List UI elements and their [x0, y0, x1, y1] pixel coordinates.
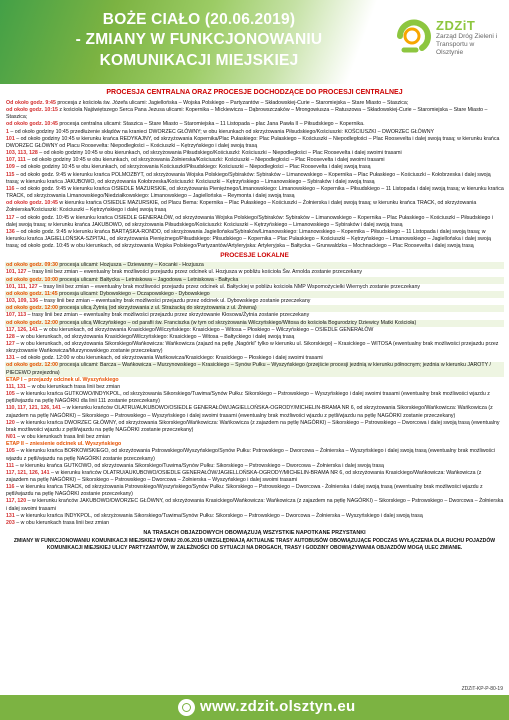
route-entry — [5, 520, 504, 527]
zdzit-logo — [392, 10, 502, 76]
entry-text: – od około godz. 9:45 w kierunku krańca POLMOZBYT, od skrzyżowania Wojska Polskiego/Sybiraków: Sybiraków – Limanowskiego – Kopernika – Plac Pułaskiego – Kościuszki – Kołobrzeska i dalej swoją trasą; w kierunku krańca JAKUBOWO, od skrzyżowania Kołobrzeska/Kościuszki: Kościuszki – Kętrzyńskiego – Limanowskiego – Sybiraków i dalej swoją trasą — [6, 171, 491, 185]
entry-label: 117, 121, 126, 141 — [6, 469, 50, 476]
route-entry — [5, 513, 504, 520]
stops-note: NA TRASACH OBJAZDOWYCH OBOWIĄZUJĄ WSZYSTKIE NAPOTKANE PRZYSTANKI — [143, 530, 366, 537]
title-line-3: KOMUNIKACJI MIEJSKIEJ — [99, 52, 299, 69]
entry-text: – od około godziny 10:45 w obu kierunkach, od skrzyżowania Piłsudskiego/Kościuszki: Kościuszki – Niepodległości – Plac Roosevelta i dalej swoimi trasami — [39, 150, 402, 157]
entry-text: – od około godziny 10:45 w kierunku krańca REDYKAJNY, od skrzyżowania Kopernika/Plac Pułaskiego: Plac Pułaskiego – Kościuszki – Niepodległości – Plac Roosevelta i dalej swoją trasą; w kierunku krańca DWORZEC GŁÓWNY od Placu Roosevelta: Niepodległości – Kościuszki – Kętrzyńskiego i dalej swoją trasą — [6, 135, 500, 149]
entry-label: 120 — [6, 419, 15, 426]
route-entry — [5, 448, 504, 462]
entry-label: 103, 109, 136 — [6, 298, 39, 305]
entry-text: – od około godz. 12:00 w obu kierunkach, od skrzyżowania Wańkowicza/Krasickiego: Krasickiego – Płoskiego i dalej swoimi trasami — [16, 355, 323, 362]
title-line-1: BOŻE CIAŁO (20.06.2019) — [102, 11, 296, 28]
route-entry — [5, 269, 504, 276]
entry-label: 117, 126, 141 — [6, 326, 38, 333]
route-entry — [5, 470, 504, 484]
entry-text: – w obu kierunkach, od skrzyżowania Krasickiego/Wilczyńskiego: Krasickiego – Witosa – Płoskiego – Wilczyńskiego – OSIEDLE GENERAŁÓW — [39, 326, 374, 333]
logo-mark-icon — [392, 14, 432, 58]
entry-label: 107, 113 — [6, 312, 27, 319]
entry-label: 116 — [6, 484, 15, 491]
entry-label: 101, 127 — [6, 269, 27, 276]
entry-label: 103, 113, 128 — [6, 150, 38, 157]
entry-label: 115 — [6, 171, 15, 178]
route-entry — [5, 377, 504, 384]
route-entry — [5, 277, 504, 284]
entry-text: w kierunku krańca OSIEDLE MAZURSKIE, od Placu Bema: Kopernika – Plac Pułaskiego – Kościuszki – Żołnierska i dalej swoją trasą; w kierunku krańca TRACK, od skrzyżowania Żołnierska/Kościuszki: Kościuszki – Kętrzyńskiego i dalej swoją trasą — [6, 200, 477, 214]
route-entry — [5, 355, 504, 362]
entry-label: od około godz. 12:00 — [6, 362, 58, 369]
route-entry — [5, 434, 504, 441]
header — [0, 0, 509, 84]
entry-text: procesja centralna ulicami: Staszica – Stare Miasto – Staromiejska – 11 Listopada – plac Jana Pawła II – Piłsudskiego – Kopernika. — [59, 121, 365, 128]
changes-note: ZMIANY W FUNKCJONOWANIU KOMUNIKACJI MIEJSKIEJ W DNIU 20.06.2019 UWZGLĘDNIAJĄ AKTUALNE TRASY AUTOBUSÓW OBOWIĄZUJĄCE PODCZAS WYŁĄCZENIA DLA RUCHU POJAZDÓW KOMUNIKACJI MIEJSKIEJ ULICY PARTYZANTÓW, W ZALEŻNOŚCI OD SYTUACJI NA DROGACH, TRASY I GODZINY OBOWIĄZYWANIA OBJAZDÓW MOGĄ ULEC ZMIANIE. — [13, 538, 496, 551]
entry-label: od około godz. 09:30 — [6, 262, 58, 269]
website-link[interactable]: www.zdzit.olsztyn.eu — [200, 698, 356, 715]
route-entry — [5, 384, 504, 391]
entry-label: 111 — [6, 462, 15, 469]
entry-label: 107, 111 — [6, 157, 26, 164]
entry-text: – w obu kierunkach, od skrzyżowania Sikorskiego/Wańkowicza: Wańkowicza (zajazd na pętlę „Nagórki” tylko w kierunku ul. Sikorskiego) – Krasickiego – WITOSA (ewentualny brak możliwości przejazdu przez skrzyżowanie Wańkowicza/Murzynowskiego zostanie przeczekany) — [6, 341, 499, 355]
entry-text: – w kierunku krańca INDYKPOL, od skrzyżowania Sikorskiego/Tuwima/Synów Pułku: Sikorskiego – Pstrowskiego – Dworcowa – Żołnierska – Wyszyńskiego i dalej swoją trasą — [16, 512, 423, 519]
route-entry — [5, 107, 504, 121]
route-entry — [5, 200, 504, 214]
entry-label: od około godz. 10:00 — [6, 276, 58, 283]
route-entry — [5, 100, 504, 107]
entry-text: – w kierunku krańca GUTKOWO/INDYKPOL, od skrzyżowania Sikorskiego/Tuwima/Synów Pułku: Sikorskiego – Pstrowskiego – Wyszyńskiego i dalej swoimi trasami (ewentualny brak możliwości wjazdu z pętli/wjazdu na pętlę NAGÓRKI dla linii 111 zostanie przeczekany) — [6, 391, 490, 405]
entry-text: – w obu kierunkach, od skrzyżowania Krasickiego/Wilczyńskiego: Krasickiego – Witosa – Bałtyckiego i dalej swoją trasą — [16, 333, 295, 340]
entry-label: 116 — [6, 185, 15, 192]
title-line-2: - ZMIANY W FUNKCJONOWANIU — [75, 31, 323, 48]
section-title-local: PROCESJE LOKALNE — [220, 252, 289, 260]
entry-label: od około godz. 10:15 — [6, 107, 58, 114]
entry-text: – od około godziny 10:45 przedłużenie skłądów na kranieci DWORZEC GŁÓWNY; w obu kierunkach od skrzyżowania Piłsudskiego/Kościuszki: KOŚCIUSZKI – DWORZEC GŁÓWNY — [10, 128, 435, 135]
entry-text: – w kierunku krańców OLATRU/AUKUBOWO/OSIEDLE GENERAŁÓW/JAGIELLOŃSKA-OGRODY/MICHELIN-BRAMA NR 6, od skrzyżowania Krasickiego/Wańkowicza: Wańkowicza (z zajazdem na pętlę NAGÓRKI) – Sikorskiego – Pstrowskiego – Dworcowa – Żołnierska – Wyszyńskiego i dalej swoimi trasami — [6, 469, 482, 483]
route-entry — [5, 172, 504, 186]
entry-label: 1 — [6, 128, 9, 135]
entry-text: – od około godziny 10:45 w obu kierunkach, od skrzyżowania Żołnierska/Kościuszki: Kościuszki – Niepodległości – Plac Roosevelta i dalej swoimi trasami — [27, 157, 385, 164]
entry-text: – od około godz. 10:45 w kierunku krańca OSIEDLE GENERAŁÓW, od skrzyżowania Wojska Polskiego/Sybiraków: Sybiraków – Limanowskiego – Kopernika – Plac Pułaskiego – Kościuszki – Piłsudskiego i dalej swoją trasą; w kierunku krańca JAKUBOWO, od skrzyżowania Piłsudskiego/Kościuszki: Kościuszki – Kętrzyńskiego – Limanowskiego – Sybiraków i dalej swoją trasą — [6, 214, 493, 228]
entry-text: – od około godz. 9:45 w kierunku krańca BARTĄSKA-RONDO, od skrzyżowania Jagiellońska/Sybiraków/Limanowskiego: Limanowskiego – Kopernika – Piłsudskiego – 11 Listopada i dalej swoją trasą; w kierunku krańca JAGIELLOŃSKA-SZPITAL, od skrzyżowania Pieniężnego/Piłsudskiego: Piłsudskiego – Kopernika – Plac Pułaskiego – Kościuszki – Kętrzyńskiego – Limanowskiego – Jagiellońska i dalej swoją trasą; od około godz. 10:45 w obu kierunkach, od skrzyżowania Wojska Polskiego/Partyzantów/Artyleryjska: Artyleryjska – Bałtycka – Grunwaldzka – Mochnackiego – Plac Roosevelta i dalej swoją trasą — [6, 228, 491, 250]
route-entry — [5, 312, 504, 319]
route-entry — [5, 498, 504, 512]
entry-text: – w kierunku krańca GUTKOWO, od skrzyżowania Sikorskiego/Tuwima/Synów Pułku: Sikorskiego – Pstrowskiego – Dworcowa – Żołnierska i dalej swoją trasą — [15, 462, 384, 469]
entry-label: od około godz. 11:45 — [6, 290, 58, 297]
entry-text: procesja ulicami: Hozjusza – Dziewanny – Kocanki - Hozjusza — [59, 262, 204, 269]
entry-label: od około godz. 12:00 — [6, 319, 58, 326]
entry-text: – trasy linii bez zmian – ewentualny brak możliwości przejazdu przez odcinek ul. Bałtyckiej w pobliżu kościoła NMP Wspomożycielki Wiernych zostanie przeczekany — [39, 283, 420, 290]
entry-label: 105 — [6, 448, 15, 455]
entry-text: – w kierunku krańców OLATRU/AUKUBOWO/OSIEDLE GENERAŁÓW/JAGIELLOŃSKA-OGRODY/MICHELIN-BRAMA NR 6, od skrzyżowania Sikorskiego/Wańkowicza: Wańkowicza (z zajazdem na pętlę NAGÓRKI) – Sikorskiego – Pstrowskiego – Wyszyńskiego i dalej swoimi trasami (ewentualny brak możliwości wjazdu z pętli/wjazdu na pętlę NAGÓRKI zostanie przeczekany) — [6, 405, 493, 419]
route-entry — [5, 391, 504, 405]
route-entry — [5, 186, 504, 200]
route-entry — [5, 420, 504, 434]
route-entry — [5, 136, 504, 150]
content — [5, 88, 504, 551]
entry-text: procesja ulicą Wilczyńskiego – od parafii św. Franciszka (w tym od skrzyżowania Wilczyńskiego/Witosa do kościoła Bogurodzicy Dziewicy Matki Kościoła) — [59, 319, 417, 326]
route-entry — [5, 463, 504, 470]
route-entry — [5, 341, 504, 355]
entry-label: od około godz. 10:45 — [6, 121, 58, 128]
section-local-list — [5, 262, 504, 527]
section-central-list — [5, 100, 504, 250]
route-entry — [5, 284, 504, 291]
entry-text: – w kierunku krańca TRACK, od skrzyżowania Pstrowskiego/Wyszyńskiego/Synów Pułku: Sikorskiego – Pstrowskiego – Dworcowa - Żołnierska i dalej swoją trasą (ewentualny brak możliwości wjazdu z pętli/wjazdu na pętlę NAGÓRKI zostanie przeczekany) — [6, 484, 483, 498]
entry-text: – w obu kierunkach trasa linii bez zmian — [16, 519, 110, 526]
entry-label: 131 — [6, 512, 15, 519]
route-entry — [5, 291, 504, 298]
route-entry — [5, 405, 504, 419]
route-entry — [5, 157, 504, 164]
entry-text: – od około godz. 9:45 w kierunku krańca OSIEDLE MAZURSKIE, od skrzyżowania Pieniężnego/Limanowskiego: Limanowskiego – Kopernika – Piłsudskiego – 11 Listopada i dalej swoją trasą; w kierunku krańca TRACK, od skrzyżowania Limanowskiego/Niedziałkowskiego: Limanowskiego – Jagiellońska – Reymonta i dalej swoją trasą — [6, 185, 504, 200]
entry-label: 117, 120 — [6, 498, 27, 505]
section-title-central: PROCESJA CENTRALNA ORAZ PROCESJE DOCHODZĄCE DO PROCESJI CENTRALNEJ — [106, 89, 403, 96]
entry-text: – w kierunku krańca BORKOWSKIEGO, od skrzyżowania Pstrowskiego/Wyszyńskiego/Synów Pułku: Pstrowskiego – Dworcowa – Żołnierska – Wyszyńskiego i dalej swoją trasą (ewentualny brak możliwości wjazdu z pętli/wjazdu na pętlę NAGÓRKI zostanie przeczekany) — [6, 448, 495, 462]
web-icon — [178, 699, 195, 716]
entry-label: Od około godz. 9:45 — [6, 100, 56, 106]
entry-label: 136 — [6, 228, 15, 235]
entry-text: procesja ulicami: Barcza – Wańkowicza – Murzynowskiego – Krasickiego – Synów Pułku – Wyszyńskiego (przejście procesji jezdnią w kierunku północnym; jezdnia w kierunku JAROTY / PIECEWO przejezdna) — [6, 362, 491, 376]
entry-text: – trasy linii bez zmian – ewentualny brak możliwości przejazdu przez odcinek ul. Dybowskiego zostanie przeczekany — [39, 298, 311, 305]
route-entry — [5, 229, 504, 250]
entry-text: procesja z kościoła św. Józefa ulicami: Jagiellońska – Wojska Polskiego – Partyzantów – Składowskiej-Curie – Staromiejska – Stare Miasto – Staszica; — [57, 100, 409, 106]
entry-label: 101, 111, 127 — [6, 283, 38, 290]
entry-text: – trasy linii bez zmian – ewentualny brak możliwości przejazdu przez skrzyżowanie Kłosowa/Żytnia zostanie przeczekany — [27, 312, 310, 319]
entry-text: procesja ulicą Żytnią (od skrzyżowania z ul. Strażacką do skrzyżowania z ul. Źniwną) — [59, 305, 257, 312]
entry-text: – w obu kierunkach trasa linii bez zmian — [17, 434, 110, 441]
entry-label: 203 — [6, 519, 15, 526]
logo-name: ZDZiT — [436, 18, 476, 33]
entry-text: z kościoła Najświętszego Serca Pana Jezusa ulicami: Kopernika – Mickiewicza – Dąbrowszczaków – Mrongowiusza – Ratuszowa – Składowskiej-Curie – Staromiejska – Stare Miasto – Staszica; — [6, 107, 488, 121]
logo-subtitle: Zarząd Dróg Zieleni i Transportu w Olsztynie — [436, 33, 498, 56]
route-entry — [5, 129, 504, 136]
footer-band — [0, 695, 509, 720]
route-entry — [5, 320, 504, 327]
entry-label: 131 — [6, 355, 15, 362]
entry-label: 109 — [6, 164, 15, 171]
entry-text: – w kierunku krańców JAKUBOWO/DWORZEC GŁÓWNY, od skrzyżowania Krasickiego/Wańkowicza: Wańkowicza (z zajazdem na pętlę NAGÓRKI) – Sikorskiego – Pstrowskiego – Dworcowa – Żołnierska i dalej swoimi trasami — [6, 498, 504, 512]
route-entry — [5, 334, 504, 341]
route-entry — [5, 327, 504, 334]
entry-text: – trasy linii bez zmian – ewentualny brak możliwości przejazdu przez odcinek ul. Hozjusza w pobliżu kościoła Św. Arnolda zostanie przeczekany — [27, 269, 363, 276]
stage-label: ETAP II – zniesienie odcinek ul. Wyszyńskiego — [6, 441, 122, 448]
entry-label: 101 — [6, 135, 15, 142]
entry-label: 105 — [6, 391, 15, 398]
entry-text: procesja ulicami: Bałtycka – Letniskowa – Jagodowa – Letniskowa - Bałtycka — [59, 276, 239, 283]
entry-label: 117 — [6, 214, 15, 221]
route-entry — [5, 164, 504, 171]
entry-text: – od około godziny 10:45 w obu kierunkach, od skrzyżowania Kościuszki/Piłsudskiego: Kościuszki – Niepodległości – Plac Roosevelta i dalej swoją trasą — [16, 164, 371, 171]
entry-label: od około godz. 12:00 — [6, 305, 58, 312]
entry-label: N01 — [6, 434, 16, 441]
entry-text: – w kierunku krańca DWORZEC GŁÓWNY, od skrzyżowania Sikorskiego/Wańkowicza: Wańkowicza (z zajazdem na pętlę NAGÓRKI) – Sikorskiego – Pstrowskiego – Dworcowa i dalej swoją trasą (ewentualny brak możliwości wjazdu z pętli/wjazdu na pętlę NAGÓRKI zostanie przeczekany) — [6, 419, 500, 433]
route-entry — [5, 362, 504, 376]
route-entry — [5, 484, 504, 498]
route-entry — [5, 121, 504, 128]
stage-label: ETAP I – przejazdy odcinek ul. Wyszyńskiego — [6, 376, 119, 383]
entry-text: procesja ulicami: Dybowskiego – Oczapowskiego - Dybowskiego — [59, 290, 210, 297]
document-reference: ZDZiT-KP-P-80-19 — [461, 686, 503, 692]
entry-label: 127 — [6, 341, 15, 347]
entry-label: 111, 131 — [6, 383, 26, 390]
entry-label: 128 — [6, 333, 15, 340]
entry-label: od około godz. 10:45 — [6, 200, 58, 207]
route-entry — [5, 215, 504, 229]
entry-text: – w obu kierunkach trasa linii bez zmian — [27, 383, 121, 390]
entry-label: 110, 117, 121, 126, 141 — [6, 405, 61, 412]
